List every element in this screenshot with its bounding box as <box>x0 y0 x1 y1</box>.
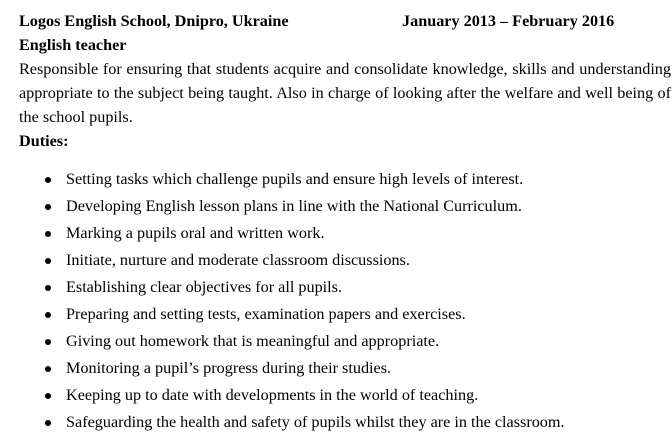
job-summary: Responsible for ensuring that students acquire and consolidate knowledge, skills and understanding appropriate to the subject being taught. Also in charge of looking after the welfare and well being of the school pupils. <box>19 60 671 126</box>
bullet-icon <box>45 312 51 318</box>
duty-item <box>19 220 669 247</box>
bullet-icon <box>45 393 51 399</box>
duty-text: Monitoring a pupil’s progress during their studies. <box>66 359 392 377</box>
resume-section <box>19 9 669 436</box>
duty-item <box>19 382 669 409</box>
duties-heading: Duties: <box>19 132 69 150</box>
employment-dates: January 2013 – February 2016 <box>402 12 615 30</box>
duty-item <box>19 409 669 436</box>
bullet-icon <box>45 177 51 183</box>
duty-text: Safeguarding the health and safety of pupils whilst they are in the classroom. <box>66 413 565 431</box>
bullet-icon <box>45 285 51 291</box>
duty-text: Establishing clear objectives for all pupils. <box>66 278 343 296</box>
duty-item <box>19 328 669 355</box>
duty-item <box>19 301 669 328</box>
bullet-icon <box>45 339 51 345</box>
duties-list <box>19 166 669 436</box>
duty-text: Setting tasks which challenge pupils and ensure high levels of interest. <box>66 170 524 188</box>
duty-item <box>19 166 669 193</box>
duty-item <box>19 355 669 382</box>
bullet-icon <box>45 258 51 264</box>
duty-item <box>19 193 669 220</box>
duty-text: Initiate, nurture and moderate classroom discussions. <box>66 251 410 269</box>
bullet-icon <box>45 420 51 426</box>
bullet-icon <box>45 366 51 372</box>
bullet-icon <box>45 231 51 237</box>
bullet-icon <box>45 204 51 210</box>
duty-item <box>19 274 669 301</box>
employer-name: Logos English School, Dnipro, Ukraine <box>19 12 289 30</box>
duty-text: Marking a pupils oral and written work. <box>66 224 325 242</box>
job-title: English teacher <box>19 36 127 54</box>
duty-item <box>19 247 669 274</box>
duty-text: Keeping up to date with developments in the world of teaching. <box>66 386 479 404</box>
duty-text: Preparing and setting tests, examination papers and exercises. <box>66 305 466 323</box>
job-header <box>19 9 669 33</box>
duty-text: Developing English lesson plans in line with the National Curriculum. <box>66 197 522 215</box>
duty-text: Giving out homework that is meaningful and appropriate. <box>66 332 440 350</box>
